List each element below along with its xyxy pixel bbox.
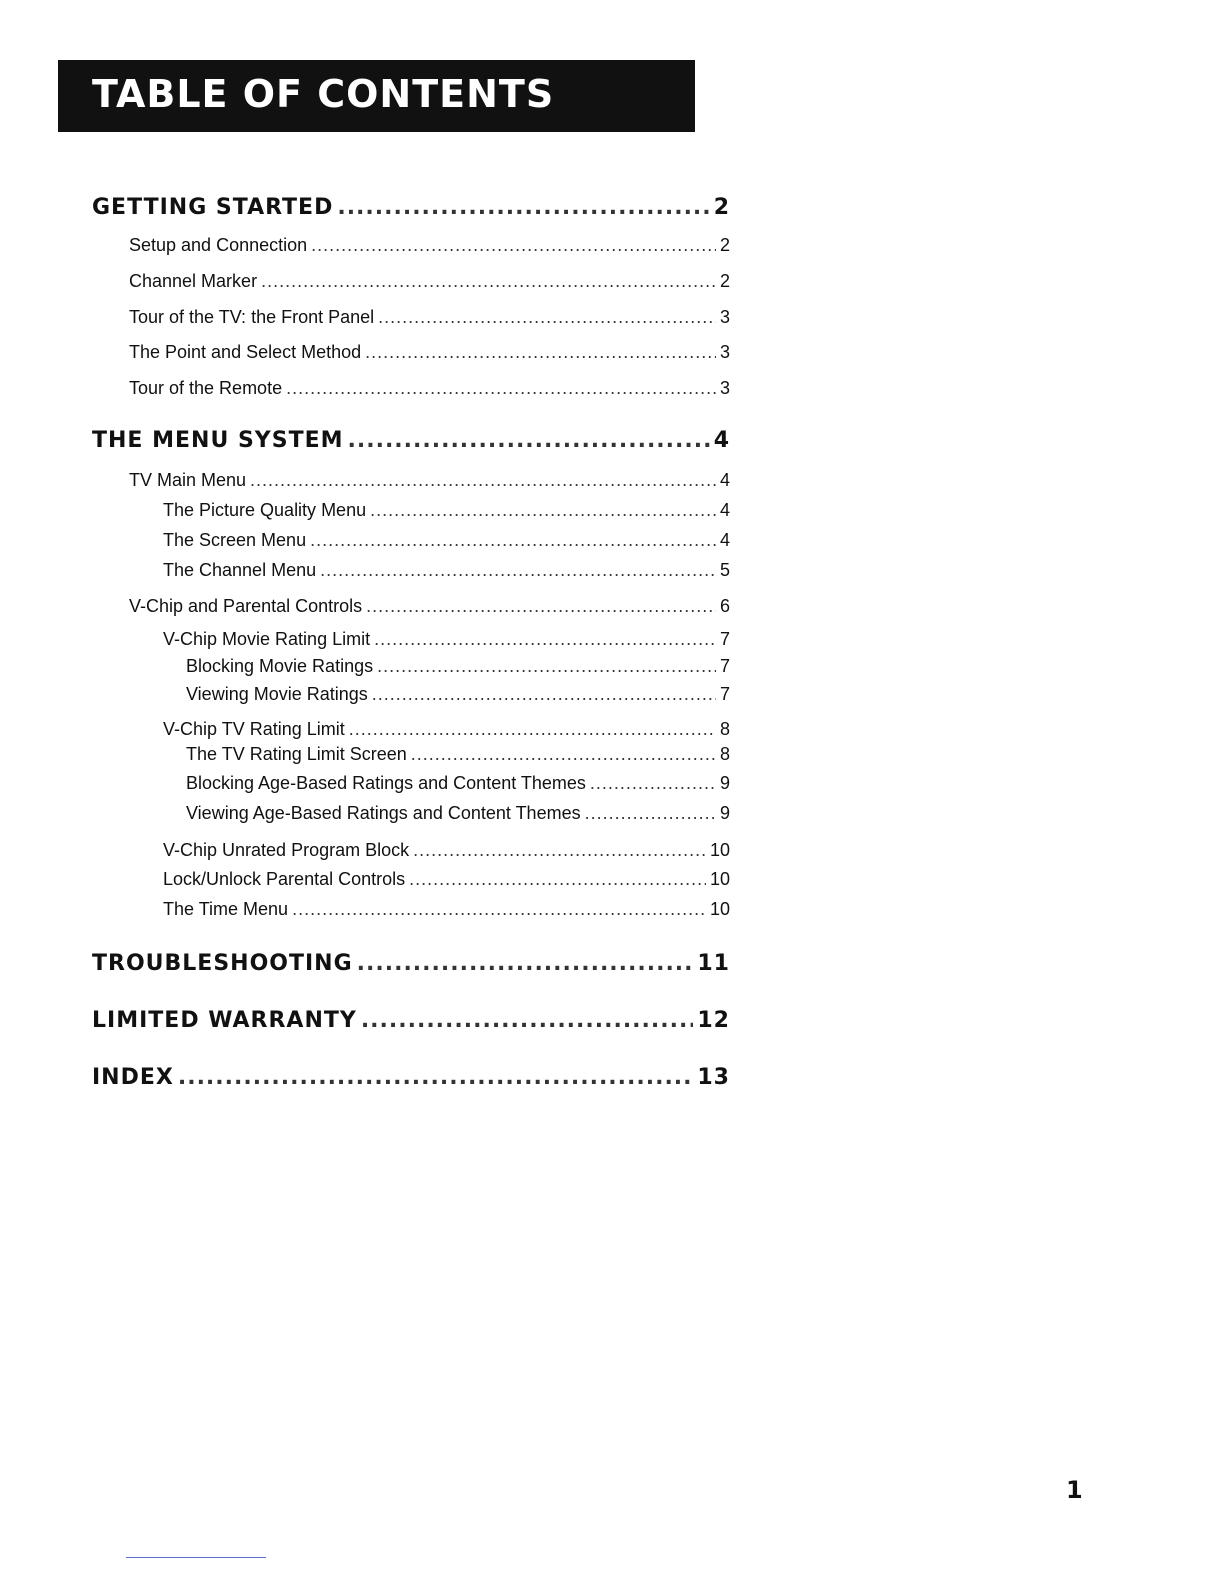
toc-page: 3	[719, 307, 730, 327]
dot-leader	[590, 773, 716, 794]
toc-label: V-Chip and Parental Controls	[129, 596, 363, 616]
toc-page: 10	[709, 840, 730, 860]
dot-leader	[413, 840, 706, 861]
toc-entry-vchip-unrated-program-block[interactable]	[163, 840, 730, 861]
dot-leader	[250, 470, 716, 491]
toc-label: Setup and Connection	[129, 235, 308, 255]
toc-entry-channel-menu[interactable]	[163, 560, 730, 581]
toc-page: 4	[719, 530, 730, 550]
toc-page: 8	[719, 744, 730, 764]
toc-page: 3	[719, 378, 730, 398]
toc-entry-limited-warranty[interactable]	[92, 1008, 730, 1033]
toc-entry-vchip-parental-controls[interactable]	[129, 596, 730, 617]
toc-label: LIMITED WARRANTY	[92, 1008, 357, 1033]
dot-leader	[366, 596, 716, 617]
toc-page: 6	[719, 596, 730, 616]
toc-page: 2	[719, 271, 730, 291]
toc-label: V-Chip Movie Rating Limit	[163, 629, 371, 649]
toc-page: 7	[719, 629, 730, 649]
dot-leader	[372, 684, 716, 705]
toc-label: The Time Menu	[163, 899, 289, 919]
dot-leader	[349, 719, 716, 740]
toc-page: 13	[697, 1065, 730, 1090]
toc-entry-tv-main-menu[interactable]	[129, 470, 730, 491]
toc-label: TV Main Menu	[129, 470, 247, 490]
dot-leader	[348, 428, 710, 453]
toc-page: 9	[719, 773, 730, 793]
toc-label: The Picture Quality Menu	[163, 500, 367, 520]
toc-page: 7	[719, 684, 730, 704]
toc-page: 11	[697, 951, 730, 976]
toc-page: 4	[719, 470, 730, 490]
toc-label: Tour of the Remote	[129, 378, 283, 398]
dot-leader	[378, 307, 716, 328]
dot-leader	[374, 629, 716, 650]
toc-label: TROUBLESHOOTING	[92, 951, 353, 976]
toc-entry-channel-marker[interactable]	[129, 271, 730, 292]
toc-entry-viewing-age-based[interactable]	[186, 803, 730, 824]
dot-leader	[361, 1008, 694, 1033]
toc-label: Viewing Movie Ratings	[186, 684, 368, 704]
page-number: 1	[1066, 1476, 1083, 1504]
toc-label: The Screen Menu	[163, 530, 307, 550]
dot-leader	[311, 235, 716, 256]
bottom-rule	[126, 1557, 266, 1558]
dot-leader	[377, 656, 716, 677]
dot-leader	[365, 342, 716, 363]
dot-leader	[337, 195, 709, 220]
dot-leader	[409, 869, 706, 890]
toc-entry-setup-and-connection[interactable]	[129, 235, 730, 256]
dot-leader	[178, 1065, 694, 1090]
toc-label: GETTING STARTED	[92, 195, 334, 220]
toc-label: Lock/Unlock Parental Controls	[163, 869, 406, 889]
toc-label: Viewing Age-Based Ratings and Content Themes	[186, 803, 581, 823]
toc-label: Tour of the TV: the Front Panel	[129, 307, 375, 327]
dot-leader	[261, 271, 716, 292]
toc-entry-blocking-age-based[interactable]	[186, 773, 730, 794]
dot-leader	[585, 803, 716, 824]
toc-entry-viewing-movie-ratings[interactable]	[186, 684, 730, 705]
toc-label: Blocking Movie Ratings	[186, 656, 374, 676]
dot-leader	[292, 899, 706, 920]
toc-label: Channel Marker	[129, 271, 258, 291]
toc-entry-troubleshooting[interactable]	[92, 951, 730, 976]
toc-entry-getting-started[interactable]	[92, 195, 730, 220]
toc-page: 2	[713, 195, 730, 220]
toc-label: THE MENU SYSTEM	[92, 428, 344, 453]
toc-label: The Channel Menu	[163, 560, 317, 580]
toc-label: The Point and Select Method	[129, 342, 362, 362]
toc-entry-tour-of-the-remote[interactable]	[129, 378, 730, 399]
toc-entry-lock-unlock-parental-controls[interactable]	[163, 869, 730, 890]
toc-page: 3	[719, 342, 730, 362]
toc-entry-vchip-tv-rating-limit[interactable]	[163, 719, 730, 740]
toc-page: 10	[709, 869, 730, 889]
dot-leader	[320, 560, 716, 581]
toc-page: 8	[719, 719, 730, 739]
toc-entry-screen-menu[interactable]	[163, 530, 730, 551]
toc-page: 5	[719, 560, 730, 580]
toc-entry-index[interactable]	[92, 1065, 730, 1090]
toc-entry-tv-rating-limit-screen[interactable]	[186, 744, 730, 765]
toc-entry-the-menu-system[interactable]	[92, 428, 730, 453]
toc-entry-vchip-movie-rating-limit[interactable]	[163, 629, 730, 650]
toc-entry-picture-quality-menu[interactable]	[163, 500, 730, 521]
toc-label: V-Chip Unrated Program Block	[163, 840, 410, 860]
toc-label: V-Chip TV Rating Limit	[163, 719, 345, 739]
dot-leader	[286, 378, 716, 399]
toc-entry-time-menu[interactable]	[163, 899, 730, 920]
toc-entry-point-and-select[interactable]	[129, 342, 730, 363]
toc-entry-tour-of-the-tv[interactable]	[129, 307, 730, 328]
page-title: TABLE OF CONTENTS	[92, 72, 555, 116]
dot-leader	[370, 500, 716, 521]
dot-leader	[411, 744, 716, 765]
toc-page: 10	[709, 899, 730, 919]
toc-page: 4	[719, 500, 730, 520]
toc-page: 7	[719, 656, 730, 676]
toc-page: 4	[713, 428, 730, 453]
toc-label: The TV Rating Limit Screen	[186, 744, 407, 764]
dot-leader	[357, 951, 694, 976]
toc-page: 9	[719, 803, 730, 823]
toc-entry-blocking-movie-ratings[interactable]	[186, 656, 730, 677]
toc-label: INDEX	[92, 1065, 174, 1090]
toc-page: 2	[719, 235, 730, 255]
toc-page: 12	[697, 1008, 730, 1033]
dot-leader	[310, 530, 716, 551]
toc-label: Blocking Age-Based Ratings and Content Themes	[186, 773, 586, 793]
